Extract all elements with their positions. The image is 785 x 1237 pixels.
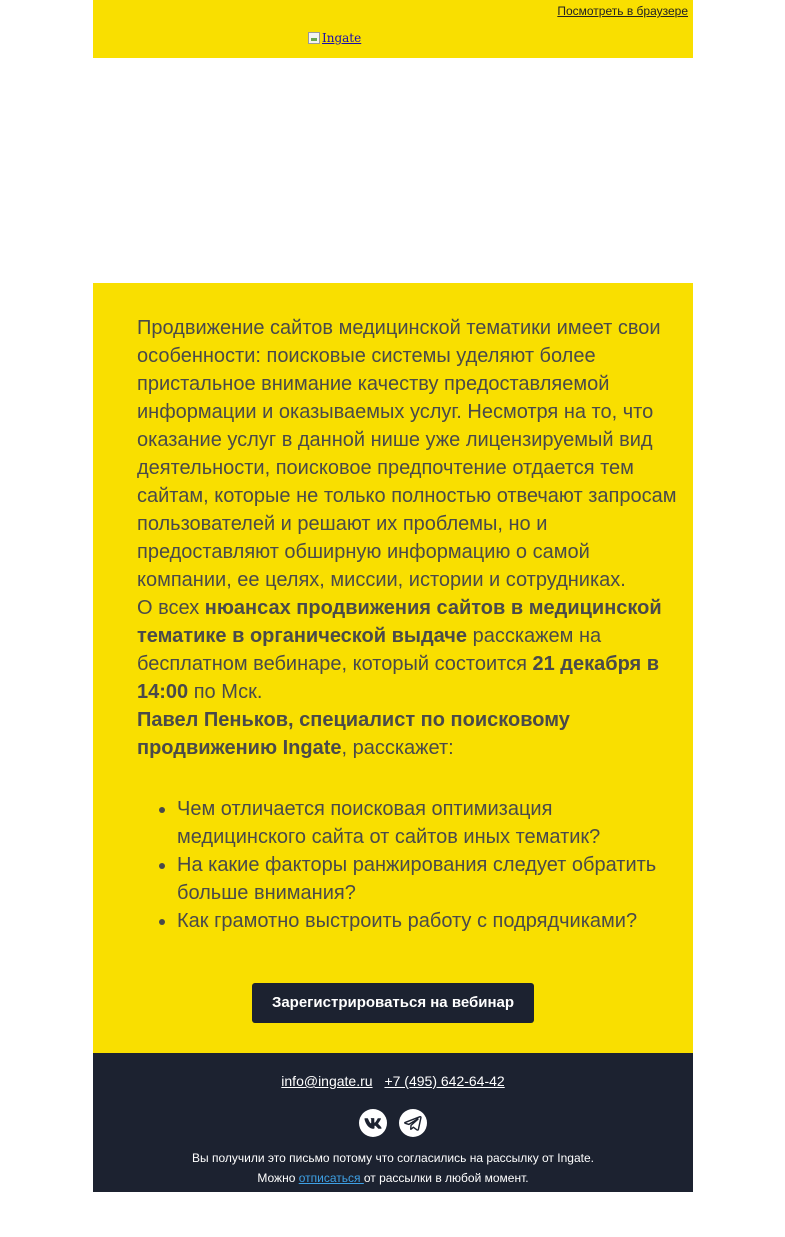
webinar-middle: расскажем на бесплатном вебинаре, который состоится [137,625,602,675]
cta-row [137,983,678,1023]
ingate-logo[interactable] [308,31,361,45]
logo-alt-text: Ingate [322,31,362,45]
email-footer [93,1053,693,1192]
email-link[interactable]: info@ingate.ru [281,1073,373,1089]
subscription-notice [93,1148,693,1188]
list-item: • На какие факторы ранжирования следует обратить больше внимания? [177,851,678,907]
notice-line-1: Вы получили это письмо потому что согласились на рассылку от Ingate. [192,1151,594,1165]
list-item: • Чем отличается поисковая оптимизация медицинского сайта от сайтов иных тематик? [177,795,678,851]
unsubscribe-link[interactable]: отписаться [298,1171,364,1185]
notice-line-2 [93,1168,693,1188]
view-in-browser-link[interactable]: Посмотреть в браузере [557,4,688,18]
topics-list [137,795,678,935]
footer-contacts [93,1053,693,1090]
social-links [93,1109,693,1137]
email-container [93,0,693,1192]
notice-suffix: от рассылки в любой момент. [363,1171,529,1185]
speaker-paragraph [137,706,678,762]
vk-icon[interactable] [359,1109,387,1137]
speaker-name: Павел Пеньков, специалист по поисковому продвижению Ingate [137,709,570,759]
webinar-topic: нюансах продвижения сайтов в медицинской тематике в органической выдаче [137,597,662,647]
speaker-suffix: , расскажет: [341,737,454,759]
hero-image-placeholder [93,58,693,283]
email-header [93,0,693,58]
email-body [93,283,693,1053]
phone-link[interactable]: +7 (495) 642-64-42 [384,1073,505,1089]
webinar-date: 21 декабря в 14:00 [137,653,660,703]
notice-prefix: Можно [257,1171,299,1185]
telegram-icon[interactable] [399,1109,427,1137]
webinar-suffix: по Мск. [188,681,263,703]
webinar-prefix: О всех [137,597,205,619]
intro-paragraph: Продвижение сайтов медицинской тематики имеет свои особенности: поисковые системы уделяют более пристальное внимание качеству предоставляемой информации и оказываемых услуг. Несмотря на то, что оказание услуг в данной нише уже лицензируемый вид деятельности, поисковое предпочтение отдается тем сайтам, которые не только полностью отвечают запросам пользователей и решают их проблемы, но и предоставляют обширную информацию о самой компании, ее целях, миссии, истории и сотрудниках. [137,317,677,591]
broken-image-icon [308,32,320,44]
webinar-paragraph [137,594,678,706]
register-webinar-button[interactable]: Зарегистрироваться на вебинар [252,983,534,1023]
list-item: • Как грамотно выстроить работу с подрядчиками? [177,907,678,935]
